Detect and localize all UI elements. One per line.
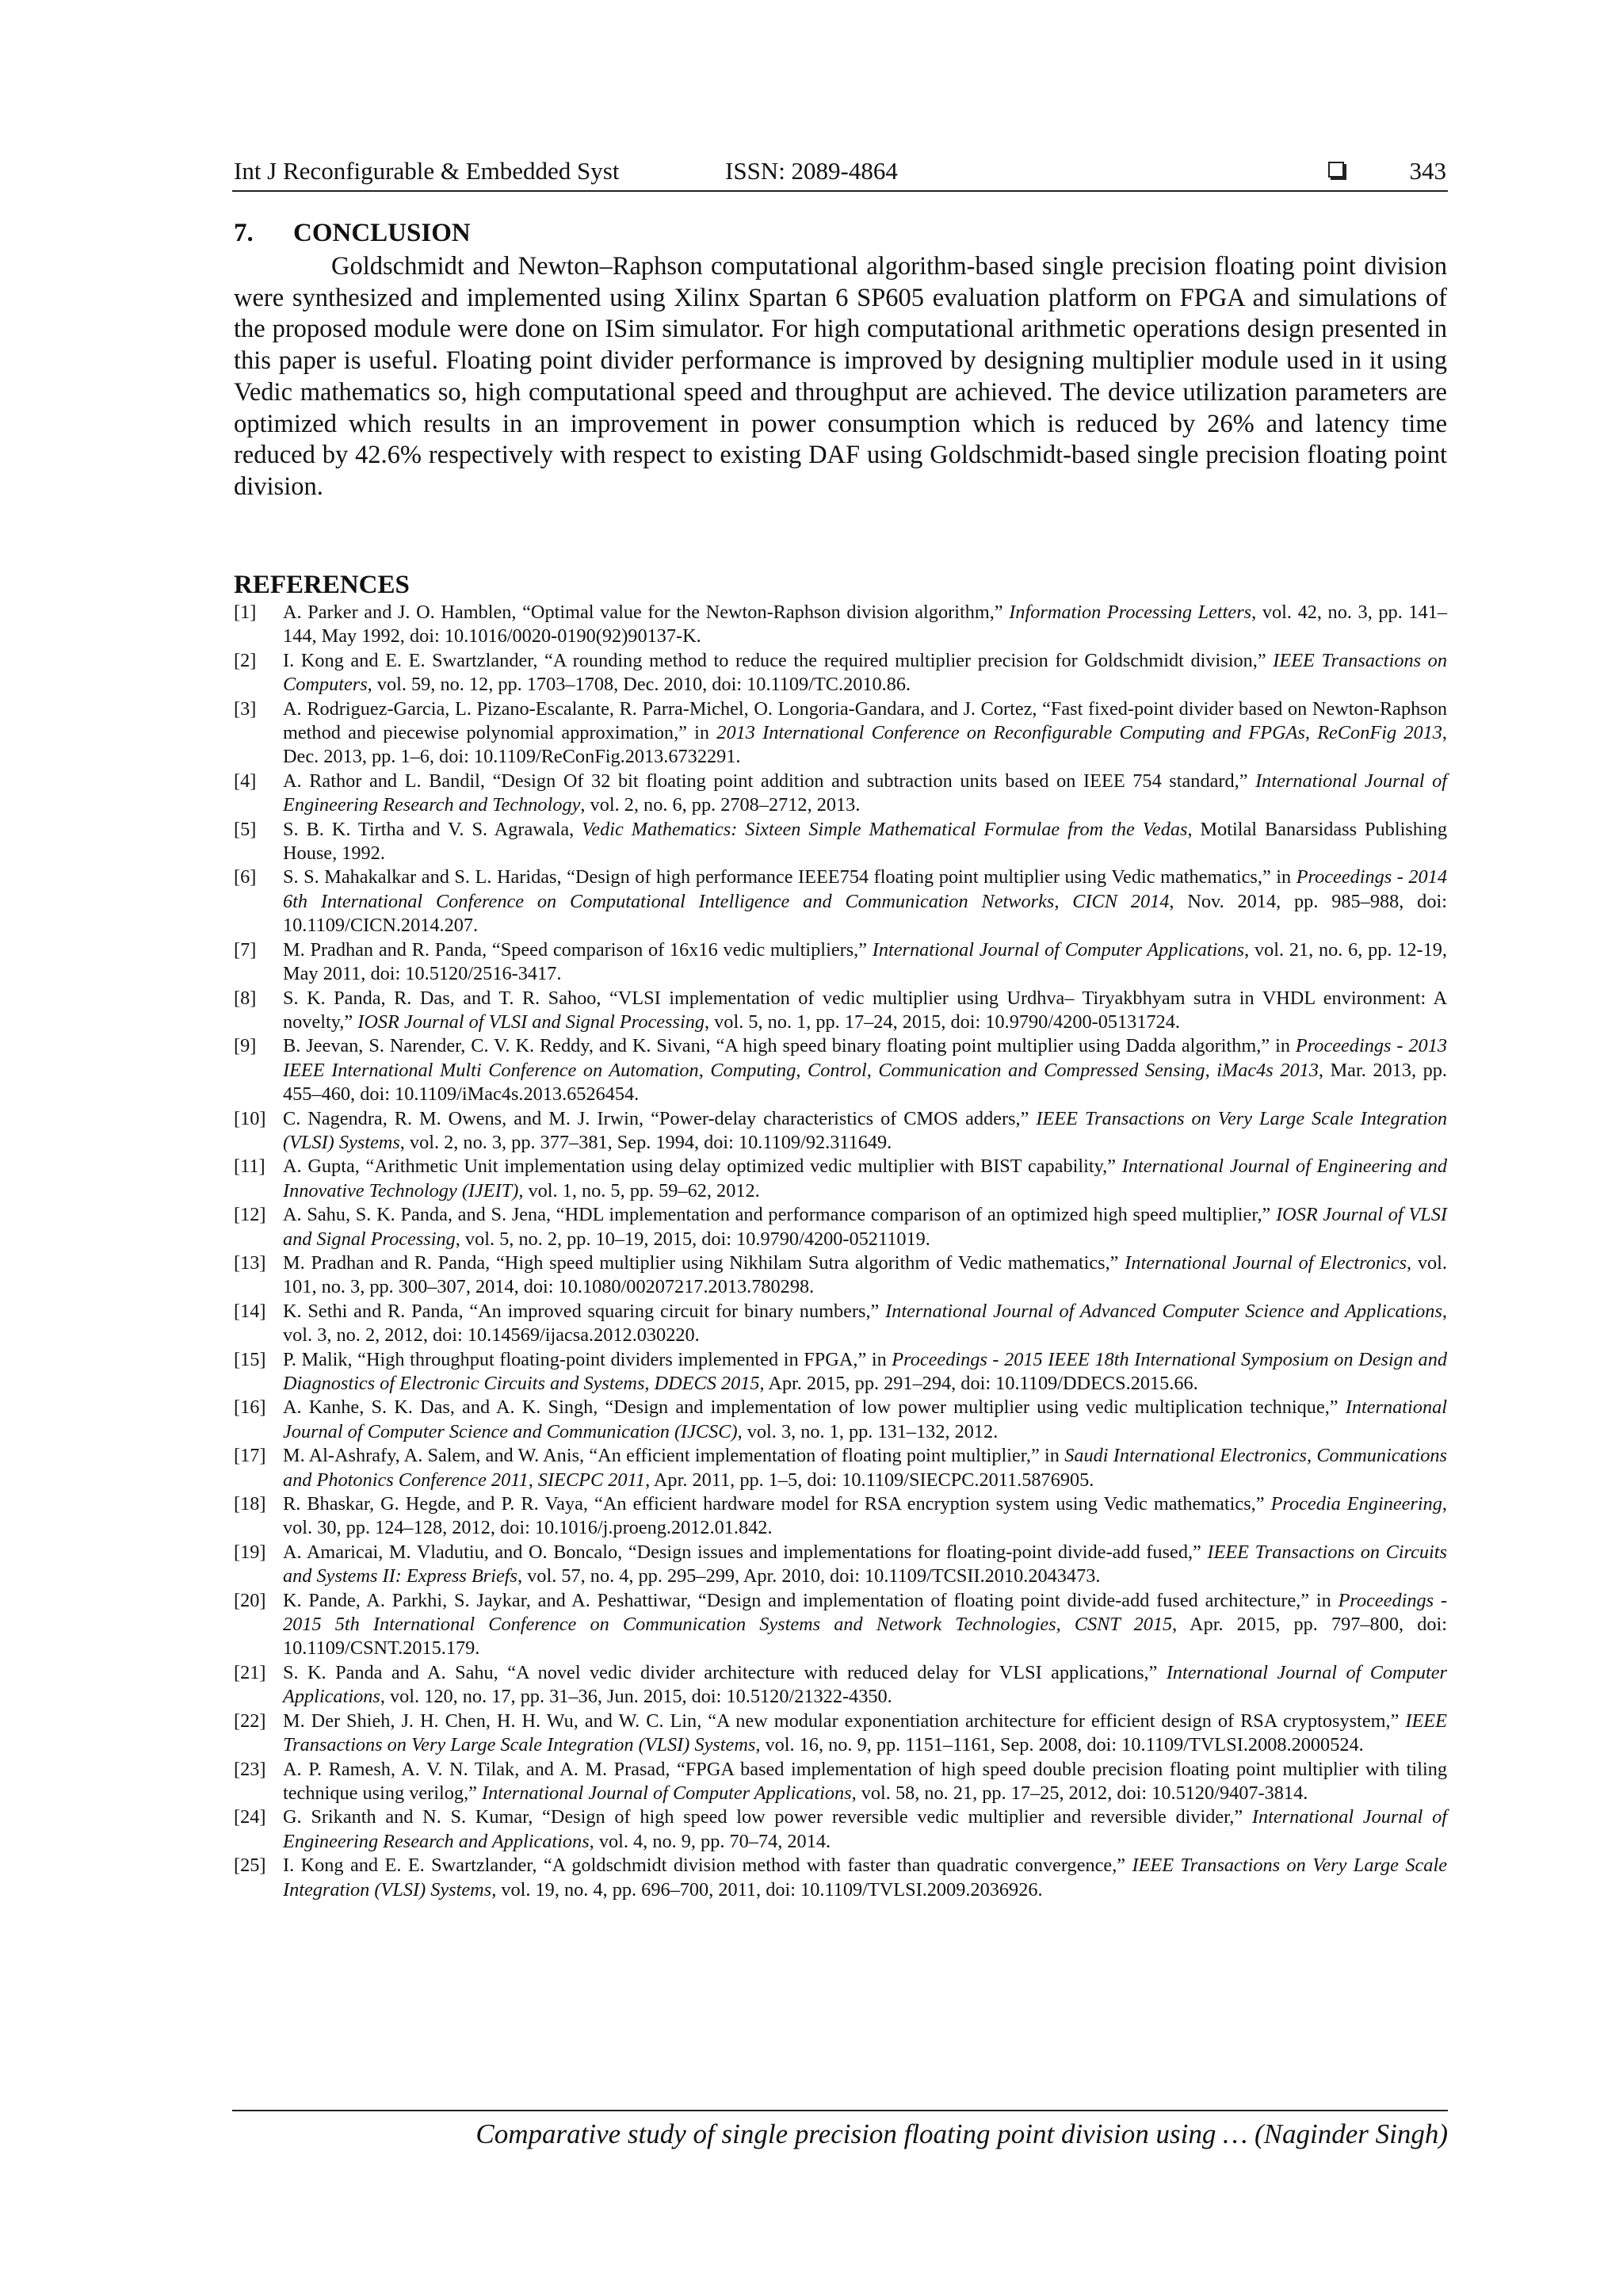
reference-details: , Apr. 2015, pp. 291–294, doi: 10.1109/DDECS.2015.66. [759,1373,1198,1394]
reference-venue: IEEE Transactions on Computers [283,649,1447,696]
reference-item [234,697,1447,770]
reference-item [234,865,1447,938]
reference-item [234,1107,1447,1156]
running-footer: Comparative study of single precision floating point division using … (Naginder Singh) [475,2118,1448,2149]
reference-details: , vol. 2, no. 6, pp. 2708–2712, 2013. [580,794,861,816]
reference-authors-title: B. Jeevan, S. Narender, C. V. K. Reddy, and K. Sivani, “A high speed binary floating point multiplier using Dadda algorithm,” in [283,1035,1296,1057]
reference-number: [2] [234,649,257,671]
reference-number: [7] [234,938,257,961]
reference-authors-title: K. Sethi and R. Panda, “An improved squaring circuit for binary numbers,” [283,1300,886,1322]
reference-number: [14] [234,1300,266,1322]
reference-item [234,818,1447,866]
reference-item [234,1805,1447,1854]
reference-venue: Proceedings - 2015 IEEE 18th International Symposium on Design and Diagnostics of Electronic Circuits and Systems, DDECS 2015 [283,1348,1448,1394]
reference-details: , vol. 1, no. 5, pp. 59–62, 2012. [518,1179,760,1201]
square-outline-icon [1328,162,1344,178]
reference-number: [12] [234,1204,266,1226]
reference-authors-title: S. K. Panda, R. Das, and T. R. Sahoo, “VLSI implementation of vedic multiplier using Urdhva– Tiryakbhyam sutra in VHDL environment: A novelty,” [283,987,1447,1033]
reference-number: [13] [234,1251,266,1274]
reference-item [234,1492,1447,1541]
reference-details: , vol. 58, no. 21, pp. 17–25, 2012, doi: 10.5120/9407-3814. [851,1782,1308,1804]
reference-authors-title: A. Kanhe, S. K. Das, and A. K. Singh, “Design and implementation of low power multiplier using vedic multiplication technique,” [283,1396,1346,1419]
reference-item [234,1155,1447,1203]
reference-venue: International Journal of Engineering and Innovative Technology (IJEIT) [283,1156,1447,1201]
reference-item [234,649,1447,697]
reference-details: , vol. 101, no. 3, pp. 300–307, 2014, doi: 10.1080/00207217.2013.780298. [283,1251,1448,1298]
reference-authors-title: A. Amaricai, M. Vladutiu, and O. Boncalo, “Design issues and implementations for floating-point divide-add fused,” [283,1541,1208,1563]
reference-venue: Saudi International Electronics, Communications and Photonics Conference 2011, SIECPC 2011 [283,1445,1448,1491]
reference-authors-title: I. Kong and E. E. Swartzlander, “A goldschmidt division method with faster than quadratic convergence,” [283,1855,1132,1877]
reference-number: [25] [234,1855,266,1877]
reference-details: , vol. 30, pp. 124–128, 2012, doi: 10.1016/j.proeng.2012.01.842. [283,1493,1447,1539]
reference-venue: IEEE Transactions on Circuits and Systems II: Express Briefs [283,1541,1447,1587]
reference-number: [6] [234,866,257,888]
reference-venue: IOSR Journal of VLSI and Signal Processing [283,1204,1447,1250]
reference-item [234,1710,1447,1758]
reference-venue: International Journal of Advanced Computer Science and Applications [885,1300,1442,1322]
reference-venue: International Journal of Computer Applications [283,1661,1447,1708]
reference-item [234,938,1447,987]
reference-item [234,1300,1447,1348]
reference-authors-title: A. Rathor and L. Bandil, “Design Of 32 bit floating point addition and subtraction units based on IEEE 754 standard,” [283,770,1256,792]
footer-rule [232,2110,1448,2111]
reference-number: [22] [234,1710,266,1732]
issn: ISSN: 2089-4864 [725,157,898,185]
reference-item [234,1348,1447,1396]
reference-item [234,1661,1447,1710]
reference-details: , vol. 59, no. 12, pp. 1703–1708, Dec. 2010, doi: 10.1109/TC.2010.86. [367,674,911,696]
reference-authors-title: G. Srikanth and N. S. Kumar, “Design of high speed low power reversible vedic multiplier and reversible divider,” [283,1806,1252,1828]
reference-number: [17] [234,1445,266,1467]
reference-number: [4] [234,770,257,792]
reference-details: , vol. 120, no. 17, pp. 31–36, Jun. 2015, doi: 10.5120/21322-4350. [380,1686,892,1708]
reference-details: , vol. 57, no. 4, pp. 295–299, Apr. 2010, doi: 10.1109/TCSII.2010.2043473. [517,1565,1101,1587]
reference-item [234,987,1447,1035]
reference-details: , vol. 16, no. 9, pp. 1151–1161, Sep. 2008, doi: 10.1109/TVLSI.2008.2000524. [755,1734,1364,1756]
reference-item [234,1854,1447,1902]
reference-authors-title: A. P. Ramesh, A. V. N. Tilak, and A. M. Prasad, “FPGA based implementation of high speed double precision floating point multiplier with tiling technique using verilog,” [283,1758,1447,1804]
reference-venue: 2013 International Conference on Reconfigurable Computing and FPGAs, ReConFig 2013 [716,722,1442,744]
references-heading: REFERENCES [234,571,410,599]
reference-details: , vol. 4, no. 9, pp. 70–74, 2014. [589,1830,831,1852]
reference-details: , vol. 3, no. 2, 2012, doi: 10.14569/ijacsa.2012.030220. [283,1300,1447,1347]
reference-authors-title: M. Der Shieh, J. H. Chen, H. H. Wu, and W. C. Lin, “A new modular exponentiation architecture for efficient design of RSA cryptosystem,” [283,1710,1406,1732]
journal-name: Int J Reconfigurable & Embedded Syst [234,157,620,185]
reference-item [234,1203,1447,1251]
reference-details: , vol. 19, no. 4, pp. 696–700, 2011, doi: 10.1109/TVLSI.2009.2036926. [491,1878,1043,1901]
reference-number: [19] [234,1541,266,1563]
reference-details: , Apr. 2015, pp. 797–800, doi: 10.1109/CSNT.2015.179. [283,1614,1447,1660]
reference-venue: International Journal of Computer Applications [872,938,1245,961]
reference-venue: Information Processing Letters [1009,602,1252,623]
reference-number: [5] [234,818,257,840]
reference-item [234,770,1447,818]
reference-details: , Dec. 2013, pp. 1–6, doi: 10.1109/ReConFig.2013.6732291. [283,722,1447,768]
reference-number: [18] [234,1493,266,1515]
reference-venue: Procedia Engineering [1270,1493,1442,1515]
reference-number: [1] [234,602,257,623]
reference-venue: IEEE Transactions on Very Large Scale Integration (VLSI) Systems [283,1855,1447,1901]
reference-number: [20] [234,1589,266,1611]
reference-item [234,1589,1447,1661]
reference-authors-title: A. Sahu, S. K. Panda, and S. Jena, “HDL implementation and performance comparison of an optimized high speed multiplier,” [283,1204,1277,1226]
reference-item [234,601,1447,649]
section-number: 7. [234,219,254,247]
page-header [232,155,1448,192]
reference-authors-title: S. B. K. Tirtha and V. S. Agrawala, [283,818,582,840]
reference-number: [10] [234,1107,266,1129]
reference-venue: International Journal of Computer Science and Communication (IJCSC) [283,1396,1447,1442]
reference-number: [8] [234,987,257,1009]
reference-authors-title: M. Pradhan and R. Panda, “High speed multiplier using Nikhilam Sutra algorithm of Vedic mathematics,” [283,1251,1125,1274]
reference-authors-title: M. Pradhan and R. Panda, “Speed comparison of 16x16 vedic multipliers,” [283,938,873,961]
page-number: 343 [1409,157,1446,185]
reference-venue: Vedic Mathematics: Sixteen Simple Mathematical Formulae from the Vedas [582,818,1188,840]
reference-number: [21] [234,1661,266,1683]
reference-authors-title: A. Rodriguez-Garcia, L. Pizano-Escalante, R. Parra-Michel, O. Longoria-Gandara, and J. Cortez, “Fast fixed-point divider based on Newton-Raphson method and piecewise polynomial approximation,” in [283,697,1447,744]
reference-details: , vol. 21, no. 6, pp. 12-19, May 2011, doi: 10.5120/2516-3417. [283,938,1447,985]
reference-item [234,1758,1447,1806]
reference-number: [11] [234,1156,265,1178]
reference-list [234,601,1447,1902]
reference-authors-title: K. Pande, A. Parkhi, S. Jaykar, and A. Peshattiwar, “Design and implementation of floating point divide-add fused architecture,” in [283,1589,1338,1611]
reference-authors-title: M. Al-Ashrafy, A. Salem, and W. Anis, “An efficient implementation of floating point multiplier,” in [283,1445,1065,1467]
reference-number: [16] [234,1396,266,1419]
reference-authors-title: A. Parker and J. O. Hamblen, “Optimal value for the Newton-Raphson division algorithm,” [283,602,1010,623]
reference-venue: IEEE Transactions on Very Large Scale Integration (VLSI) Systems [283,1710,1447,1756]
reference-details: , vol. 42, no. 3, pp. 141–144, May 1992, doi: 10.1016/0020-0190(92)90137-K. [283,602,1447,648]
reference-venue: International Journal of Electronics [1125,1251,1407,1274]
reference-venue: IOSR Journal of VLSI and Signal Processing [357,1010,705,1033]
reference-authors-title: S. K. Panda and A. Sahu, “A novel vedic divider architecture with reduced delay for VLSI applications,” [283,1661,1167,1683]
reference-number: [15] [234,1348,266,1370]
reference-item [234,1444,1447,1492]
reference-details: , vol. 3, no. 1, pp. 131–132, 2012. [737,1420,999,1442]
reference-venue: IEEE Transactions on Very Large Scale Integration (VLSI) Systems [283,1107,1447,1153]
reference-item [234,1541,1447,1589]
section-title: CONCLUSION [293,219,471,247]
reference-item [234,1396,1447,1444]
reference-details: , Apr. 2011, pp. 1–5, doi: 10.1109/SIECPC.2011.5876905. [645,1469,1094,1491]
reference-authors-title: I. Kong and E. E. Swartzlander, “A rounding method to reduce the required multiplier precision for Goldschmidt division,” [283,649,1274,671]
reference-item [234,1034,1447,1106]
reference-number: [9] [234,1035,257,1057]
reference-details: , Motilal Banarsidass Publishing House, 1992. [283,818,1447,865]
reference-venue: Proceedings - 2014 6th International Conference on Computational Intelligence and Communication Networks, CICN 2014 [283,866,1447,912]
reference-venue: International Journal of Engineering Research and Applications [283,1806,1447,1852]
reference-venue: Proceedings - 2015 5th International Conference on Communication Systems and Network Technologies, CSNT 2015 [283,1589,1447,1636]
reference-details: , Mar. 2013, pp. 455–460, doi: 10.1109/iMac4s.2013.6526454. [283,1059,1447,1106]
reference-authors-title: P. Malik, “High throughput floating-point dividers implemented in FPGA,” in [283,1348,892,1370]
conclusion-heading [234,217,471,249]
reference-authors-title: C. Nagendra, R. M. Owens, and M. J. Irwin, “Power-delay characteristics of CMOS adders,” [283,1107,1037,1129]
reference-details: , vol. 2, no. 3, pp. 377–381, Sep. 1994, doi: 10.1109/92.311649. [399,1131,892,1153]
reference-details: , vol. 5, no. 2, pp. 10–19, 2015, doi: 10.9790/4200-05211019. [455,1228,930,1250]
reference-number: [3] [234,697,257,720]
conclusion-paragraph: Goldschmidt and Newton–Raphson computational algorithm-based single precision floating point division were synthesized and implemented using Xilinx Spartan 6 SP605 evaluation platform on FPGA and simulations of the proposed module were done on ISim simulator. For high computational arithmetic operations design presented in this paper is useful. Floating point divider performance is improved by designing multiplier module used in it using Vedic mathematics so, high computational speed and throughput are achieved. The device utilization parameters are optimized which results in an improvement in power consumption which is reduced by 26% and latency time reduced by 42.6% respectively with respect to existing DAF using Goldschmidt-based single precision floating point division. [234,252,1447,501]
reference-item [234,1251,1447,1300]
reference-number: [24] [234,1806,266,1828]
reference-venue: International Journal of Engineering Research and Technology [283,770,1447,816]
reference-venue: Proceedings - 2013 IEEE International Multi Conference on Automation, Computing, Control, Communication and Compressed Sensing, iMac4s 2013 [283,1035,1447,1081]
reference-authors-title: S. S. Mahakalkar and S. L. Haridas, “Design of high performance IEEE754 floating point multiplier using Vedic mathematics,” in [283,866,1296,888]
reference-details: , vol. 5, no. 1, pp. 17–24, 2015, doi: 10.9790/4200-05131724. [705,1010,1180,1033]
reference-number: [23] [234,1758,266,1780]
reference-venue: International Journal of Computer Applications [482,1782,852,1804]
reference-authors-title: R. Bhaskar, G. Hegde, and P. R. Vaya, “An efficient hardware model for RSA encryption system using Vedic mathematics,” [283,1493,1271,1515]
reference-details: , Nov. 2014, pp. 985–988, doi: 10.1109/CICN.2014.207. [283,890,1447,937]
reference-authors-title: A. Gupta, “Arithmetic Unit implementation using delay optimized vedic multiplier with BIST capability,” [283,1156,1122,1178]
